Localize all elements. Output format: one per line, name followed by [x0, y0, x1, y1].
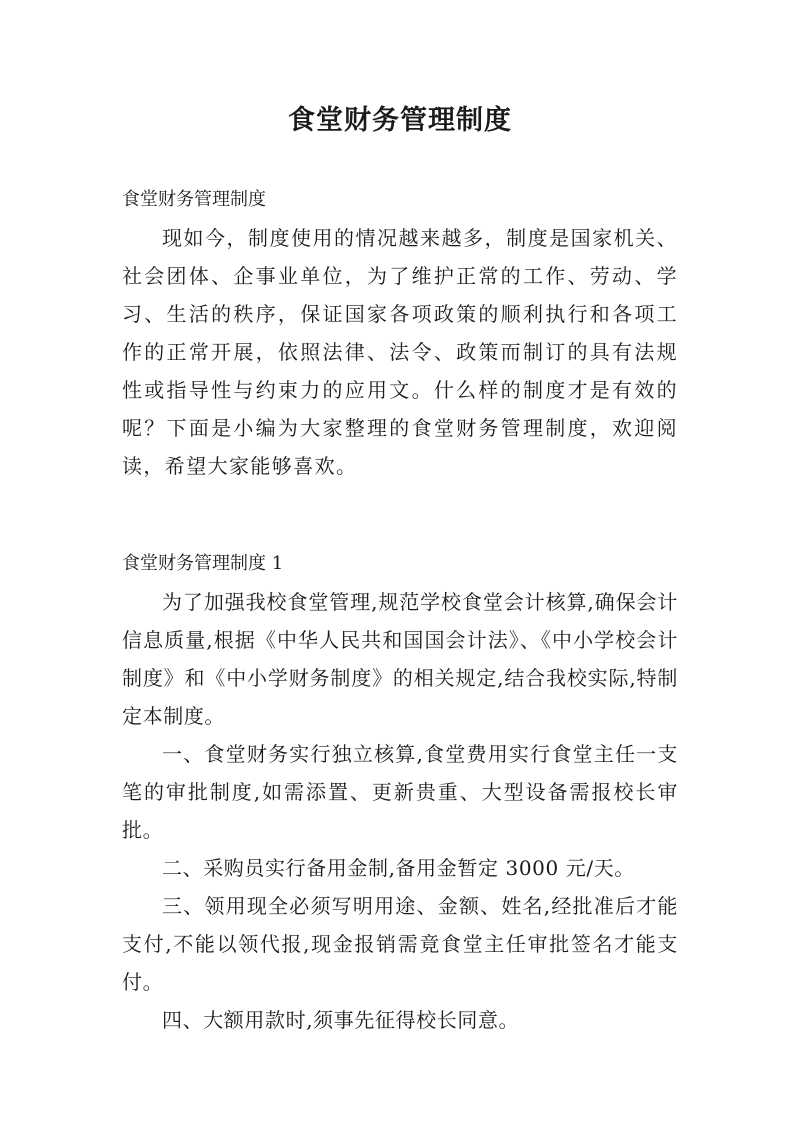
section1-paragraph-2: 一、食堂财务实行独立核算,食堂费用实行食堂主任一支笔的审批制度,如需添置、更新贵重、大型设备需报校长审批。 — [122, 742, 678, 842]
section1-heading: 食堂财务管理制度 1 — [122, 553, 284, 574]
section1-paragraph-4: 三、领用现全必须写明用途、金额、姓名,经批准后才能支付,不能以领代报,现金报销需竟食堂主任审批签名才能支付。 — [122, 894, 678, 994]
document-title: 食堂财务管理制度 — [288, 105, 512, 136]
intro-paragraph: 现如今，制度使用的情况越来越多，制度是国家机关、社会团体、企事业单位，为了维护正常的工作、劳动、学习、生活的秩序，保证国家各项政策的顺利执行和各项工作的正常开展，依照法律、法令、政策而制订的具有法规性或指导性与约束力的应用文。什么样的制度才是有效的呢？下面是小编为大家整理的食堂财务管理制度，欢迎阅读，希望大家能够喜欢。 — [122, 226, 678, 478]
document-body — [122, 181, 678, 1039]
section1-paragraph-3: 二、采购员实行备用金制,备用金暂定 3000 元/天。 — [162, 856, 635, 880]
section1-paragraph-1: 为了加强我校食堂管理,规范学校食堂会计核算,确保会计信息质量,根据《中华人民共和国国会计法》、《中小学校会计制度》和《中小学财务制度》的相关规定,结合我校实际,特制定本制度。 — [122, 590, 678, 728]
section-gap — [122, 485, 678, 523]
section1-paragraph-5: 四、大额用款时,须事先征得校长同意。 — [162, 1008, 520, 1032]
section-gap-small — [122, 523, 678, 545]
intro-heading: 食堂财务管理制度 — [122, 189, 266, 210]
